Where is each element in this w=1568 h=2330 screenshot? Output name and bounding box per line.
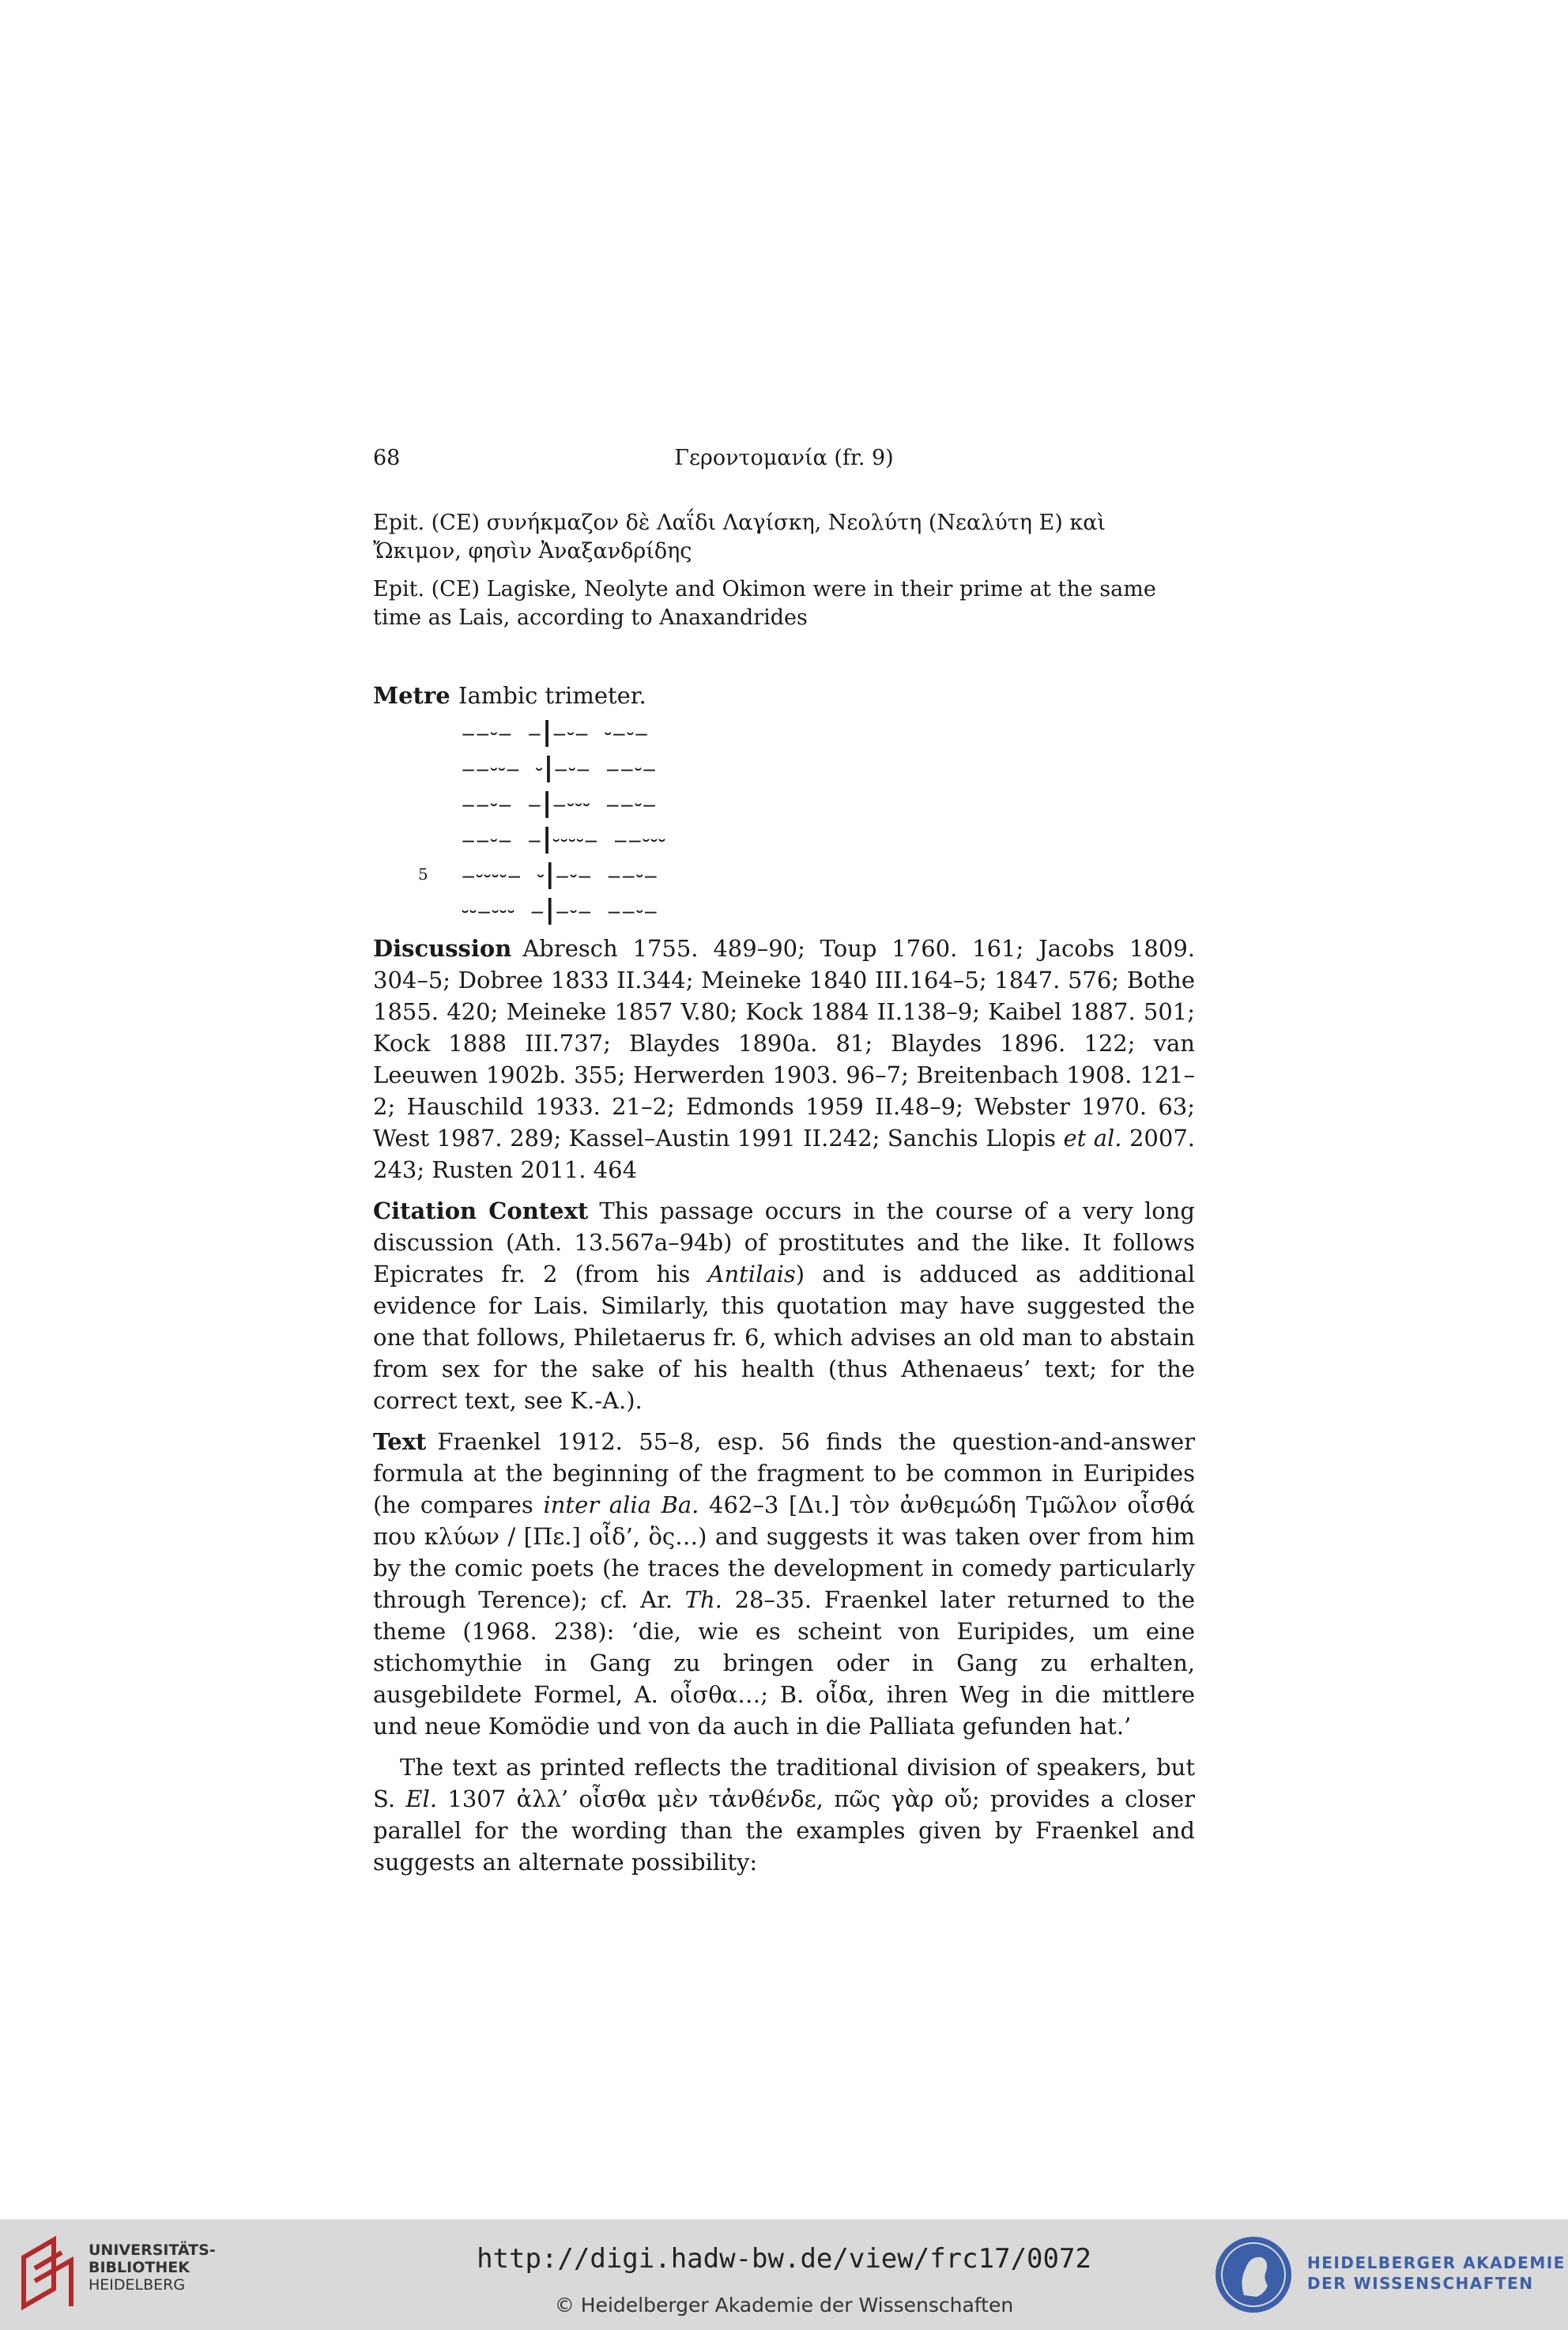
running-title: Γεροντομανία (fr. 9) [674,446,894,470]
text-paragraph-continued: The text as printed reflects the traditional division of speakers, but S. El. 1307 ἀλλ’ οἶσθα μὲν τἀνθένδε, πῶς γὰρ οὔ; provides a closer parallel for the wording than the examples given by Fraenkel and suggests an alternate possibility: [373,1754,1195,1876]
text-paragraph: Text Fraenkel 1912. 55–8, esp. 56 finds the question-and-answer formula at the beginning of the fragment to be common in Euripides (he compares inter alia Ba. 462–3 [Δι.] τὸν ἀνθεμώδη Τμῶλον οἶσθά που κλύων / [Πε.] οἶδ’, ὃς…) and suggests it was taken over from him by the comic poets (he traces the development in comedy particularly through Terence); cf. Ar. Th. 28–35. Fraenkel later returned to the theme (1968. 238): ‘die, wie es scheint von Euripides, um eine stichomythie in Gang zu bringen oder in Gang zu erhalten, ausgebildete Formel, A. οἶσθα…; B. οἶδα, ihren Weg in die mittlere und neue Komödie und von da auch in die Palliata gefunden hat.’ [373,1428,1196,1740]
line-number: 5 [418,865,428,884]
commentary-sections [373,933,1195,1887]
citation-context-label: Citation Context [373,1197,589,1224]
scansion-line: ‒⏑⏑⏑⏑‒ ⏑|‒⏑‒ ‒‒⏑‒ [462,858,658,890]
university-library-name: UNIVERSITÄTS- BIBLIOTHEK HEIDELBERG [89,2241,216,2294]
scansion-line: ‒‒⏑‒ ‒|⏑⏑⏑⏑‒ ‒‒⏑⏑⏑ [462,823,666,854]
text-label: Text [373,1428,427,1455]
source-url-link[interactable]: http://digi.hadw-bw.de/view/frc17/0072 [477,2243,1091,2275]
scansion-block [462,714,666,928]
epitome-block [373,509,1195,642]
metre-label: Metre [373,682,450,709]
page-header [373,446,1195,477]
academy-seal-icon [1212,2234,1295,2316]
discussion-paragraph: Discussion Abresch 1755. 489–90; Toup 1760. 161; Jacobs 1809. 304–5; Dobree 1833 II.344; Meineke 1840 III.164–5; 1847. 576; Bothe 1855. 420; Meineke 1857 V.80; Kock 1884 II.138–9; Kaibel 1887. 501; Kock 1888 III.737; Blaydes 1890a. 81; Blaydes 1896. 122; van Leeuwen 1902b. 355; Herwerden 1903. 96–7; Breitenbach 1908. 121–2; Hauschild 1933. 21–2; Edmonds 1959 II.48–9; Webster 1970. 63; West 1987. 289; Kassel–Austin 1991 II.242; Sanchis Llopis et al. 2007. 243; Rusten 2011. 464 [373,935,1195,1183]
discussion-label: Discussion [373,935,512,962]
scansion-line: ⏑⏑‒⏑⏑⏑ ‒|‒⏑‒ ‒‒⏑‒ [462,894,658,926]
citation-context-paragraph: Citation Context This passage occurs in the course of a very long discussion (Ath. 13.567a–94b) of prostitutes and the like. It follows Epicrates fr. 2 (from his Antilais) and is adduced as additional evidence for Lais. Similarly, this quotation may have suggested the one that follows, Philetaerus fr. 6, which advises an old man to abstain from sex for the sake of his health (thus Athenaeus’ text; for the correct text, see K.-A.). [373,1197,1195,1414]
metre-description: Iambic trimeter. [458,682,646,709]
footer-bar [0,2219,1568,2330]
scansion-line: ‒‒⏑‒ ‒|‒⏑⏑⏑ ‒‒⏑‒ [462,787,658,819]
academy-name: HEIDELBERGER AKADEMIE DER WISSENSCHAFTEN [1307,2253,1566,2293]
epitome-english: Epit. (CE) Lagiske, Neolyte and Okimon were in their prime at the same time as Lais, according to Anaxandrides [373,577,1156,630]
epitome-greek: Epit. (CE) συνήκμαζον δὲ Λαΐδι Λαγίσκη, Νεολύτη (Νεαλύτη E) καὶ Ὤκιμον, φησὶν Ἀναξανδρίδης [373,511,1106,564]
scansion-line: ‒‒⏑‒ ‒|‒⏑‒ ⏑‒⏑‒ [462,716,650,748]
page-number: 68 [373,446,401,470]
copyright-notice: © Heidelberger Akademie der Wissenschaften [554,2294,1014,2317]
scansion-line: ‒‒⏑⏑‒ ⏑|‒⏑‒ ‒‒⏑‒ [462,752,658,783]
